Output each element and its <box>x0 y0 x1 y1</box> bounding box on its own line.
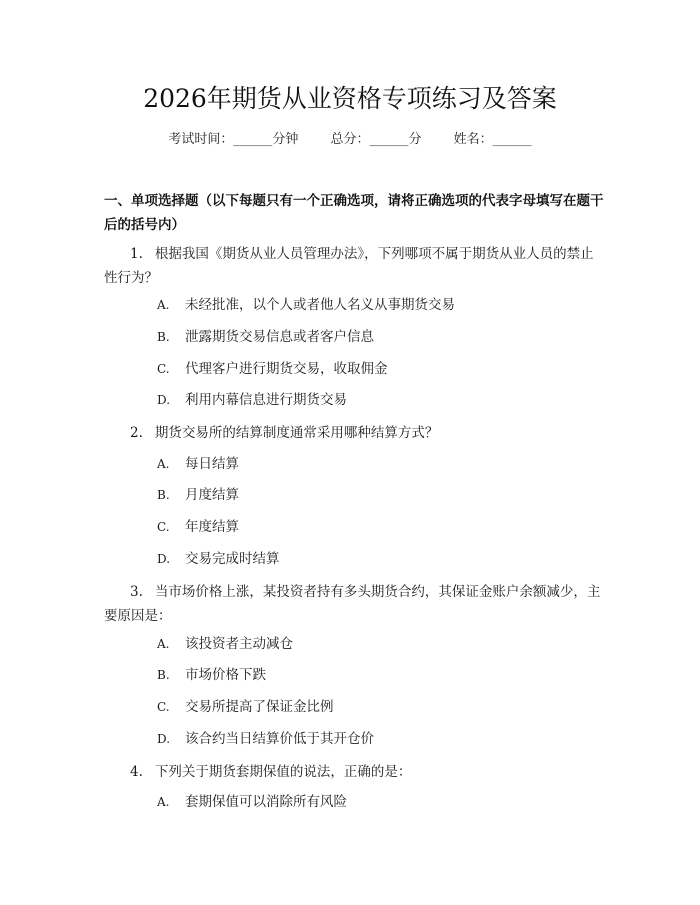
option-2d <box>157 549 597 569</box>
option-letter: B. <box>157 668 170 682</box>
option-letter: C. <box>157 520 170 534</box>
option-text: 每日结算 <box>185 456 239 472</box>
document-title: 2026年期货从业资格专项练习及答案 <box>143 84 557 113</box>
option-3c <box>157 697 597 717</box>
option-letter: A. <box>157 795 170 809</box>
option-letter: D. <box>157 393 171 407</box>
question-4 <box>104 760 604 784</box>
option-3b <box>157 665 597 685</box>
question-number: 1. <box>130 246 143 262</box>
option-text: 该合约当日结算价低于其开仓价 <box>185 731 374 747</box>
option-letter: D. <box>157 552 171 566</box>
option-letter: A. <box>157 637 170 651</box>
exam-time: 考试时间：______分钟 <box>168 132 299 147</box>
question-number: 3. <box>130 584 143 600</box>
question-stem: 根据我国《期货从业人员管理办法》，下列哪项不属于期货从业人员的禁止性行为？ <box>104 246 594 286</box>
option-text: 月度结算 <box>185 487 239 503</box>
exam-meta <box>0 130 700 150</box>
question-3 <box>104 580 604 628</box>
question-1 <box>104 242 604 290</box>
option-1d <box>157 390 597 410</box>
option-1a <box>157 295 597 315</box>
exam-score: 总分：______分 <box>330 132 422 147</box>
option-2a <box>157 454 597 474</box>
option-text: 未经批准，以个人或者他人名义从事期货交易 <box>185 297 455 313</box>
question-stem: 期货交易所的结算制度通常采用哪种结算方式？ <box>154 425 439 441</box>
exam-name: 姓名：______ <box>453 132 532 147</box>
section-heading: 一、单项选择题（以下每题只有一个正确选项，请将正确选项的代表字母填写在题干后的括号内） <box>104 193 604 233</box>
option-text: 交易完成时结算 <box>185 551 280 567</box>
option-letter: A. <box>157 457 170 471</box>
option-text: 代理客户进行期货交易，收取佣金 <box>185 361 388 377</box>
question-number: 2. <box>130 425 143 441</box>
option-letter: C. <box>157 362 170 376</box>
option-2c <box>157 517 597 537</box>
option-3d <box>157 729 597 749</box>
question-2 <box>104 421 604 445</box>
option-letter: C. <box>157 700 170 714</box>
question-stem: 下列关于期货套期保值的说法，正确的是： <box>154 764 412 780</box>
option-text: 利用内幕信息进行期货交易 <box>185 392 347 408</box>
option-letter: B. <box>157 488 170 502</box>
option-3a <box>157 634 597 654</box>
option-letter: A. <box>157 298 170 312</box>
option-2b <box>157 485 597 505</box>
option-4a <box>157 792 597 812</box>
option-letter: B. <box>157 330 170 344</box>
question-stem: 当市场价格上涨，某投资者持有多头期货合约，其保证金账户余额减少，主要原因是： <box>104 584 601 624</box>
option-1b <box>157 327 597 347</box>
option-1c <box>157 359 597 379</box>
option-text: 年度结算 <box>185 519 239 535</box>
option-text: 该投资者主动减仓 <box>185 636 293 652</box>
option-text: 交易所提高了保证金比例 <box>185 699 334 715</box>
option-letter: D. <box>157 732 171 746</box>
option-text: 套期保值可以消除所有风险 <box>185 794 347 810</box>
option-text: 泄露期货交易信息或者客户信息 <box>185 329 374 345</box>
option-text: 市场价格下跌 <box>185 667 266 683</box>
question-number: 4. <box>130 764 143 780</box>
